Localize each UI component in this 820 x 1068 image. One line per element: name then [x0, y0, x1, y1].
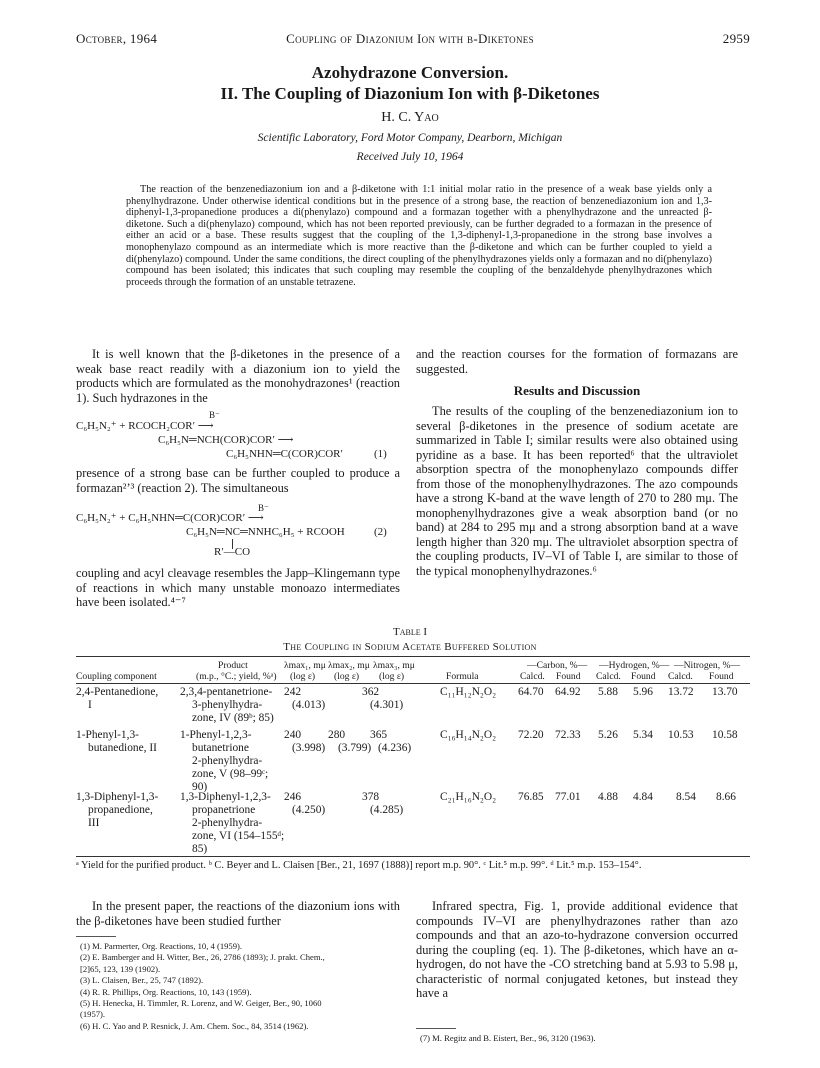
reference-item: (1) M. Parmerter, Org. Reactions, 10, 4 (1959).: [80, 941, 243, 951]
cell-n-calcd: 8.54: [676, 791, 696, 803]
intro-paragraph: It is well known that the β-diketones in the presence of a weak base react readily with a diazonium ion to yield the products which are formulated as the monohydrazones¹ (reaction 1). Such hydrazones in the: [76, 347, 400, 405]
cell-h-calcd: 5.26: [598, 729, 618, 741]
cell-component: III: [88, 817, 100, 829]
left-para-2: [76, 466, 400, 495]
table-row: [76, 686, 158, 712]
cell-loge3: (4.236): [378, 742, 412, 754]
cell-lambda1: 246: [284, 791, 302, 803]
table-row: [370, 729, 411, 755]
cell-c-calcd: 76.85: [518, 791, 544, 803]
cell-loge1: (3.998): [292, 742, 326, 754]
cell-product: 90): [192, 781, 208, 793]
eq2-base: B⁻: [258, 503, 269, 513]
th-product-sub: (m.p., °C.; yield, %ᵃ): [196, 671, 277, 682]
cell-product: 2-phenylhydra-: [192, 755, 263, 767]
cell-h-found: 4.84: [633, 791, 653, 803]
author: H. C. Yao: [381, 110, 439, 125]
reference-item: (6) H. C. Yao and P. Resnick, J. Am. Chem. Soc., 84, 3514 (1962).: [80, 1020, 309, 1031]
cell-n-calcd: 10.53: [668, 729, 694, 741]
eq2-line2: C₆H₅N═NC═NNHC₆H₅ + RCOOH: [186, 526, 345, 538]
th-carbon-group: —Carbon, %—: [527, 660, 588, 671]
th-nitrogen-group: —Nitrogen, %—: [674, 660, 741, 671]
infrared-paragraph: Infrared spectra, Fig. 1, provide additional evidence that compounds IV–VI are phenylhydrazones rather than azo compounds and that an azo-to-hydrazone conversion occurred during the coupling (eq. 1). The β-diketones, which have an α-hydrogen, do not have the -CO stretching band at 5.93 to 5.98 μ, characteristic of normal conjugated ketones, but instead they have a: [416, 899, 738, 1000]
cell-component: butanedione, II: [88, 742, 157, 754]
cell-product: zone, VI (154–155ᵈ;: [192, 830, 285, 842]
th-lambda3-sub: (log ε): [379, 671, 405, 682]
table-row: [76, 729, 157, 755]
japp-klingemann-paragraph: coupling and acyl cleavage resembles the Japp–Klingemann type of reactions in which many unstable monoazo intermediates have been isolated.⁴⁻⁷: [76, 566, 400, 609]
cell-c-found: 77.01: [555, 791, 581, 803]
cell-h-calcd: 5.88: [598, 686, 618, 698]
right-para-2: [416, 404, 738, 578]
th-lambda2: λmax₂, mμ: [328, 660, 370, 671]
cell-lambda3: 378: [362, 791, 380, 803]
cell-c-found: 64.92: [555, 686, 581, 698]
cell-component: I: [88, 699, 92, 711]
cell-h-found: 5.34: [633, 729, 653, 741]
reference-item: (7) M. Regitz and B. Eistert, Ber., 96, 3120 (1963).: [420, 1033, 596, 1043]
eq2-line1: C₆H₅N₂⁺ + C₆H₅NHN═C(COR)COR′ ⟶: [76, 512, 264, 524]
eq1-line1: C₆H₅N₂⁺ + RCOCH₂COR′ ⟶: [76, 420, 214, 432]
cell-lambda1: 240: [284, 729, 302, 741]
cell-component: propanedione,: [88, 804, 153, 816]
strong-base-paragraph: presence of a strong base can be further coupled to produce a formazan²ʼ³ (reaction 2). The simultaneous: [76, 466, 400, 495]
cell-loge1: (4.013): [292, 699, 326, 711]
th-lambda3: λmax₃, mμ: [373, 660, 415, 671]
footnote-rule: [76, 936, 116, 937]
th-found-c: Found: [556, 671, 581, 682]
results-paragraph: The results of the coupling of the benzenediazonium ion to several β-diketones in the presence of sodium acetate are summarized in Table I; similar results were also obtained using pyridine as a base. It has been reported⁶ that the ultraviolet absorption spectra of the monophenylazo compounds differ from those of the monophenylhydrazones. The azo compounds have a strong K-band at the wave length of 270 to 280 mμ. The monophenylhydrazones give a weak absorption band (or no band) at 284 to 295 mμ and a strong absorption band at a wave length higher than 320 mμ. The ultraviolet absorption spectra of the coupling products, IV–VI of Table I, are similar to those of the typical monophenylhydrazones.⁶: [416, 404, 738, 578]
cell-product: 1-Phenyl-1,2,3-: [180, 729, 252, 741]
cell-loge2: (3.799): [338, 742, 372, 754]
cell-loge3: (4.301): [370, 699, 404, 711]
running-header-title: Coupling of Diazonium Ion with β-Diketones: [286, 31, 534, 46]
table-row: [362, 686, 403, 712]
reference-item: [2]65, 123, 139 (1902).: [80, 963, 161, 974]
cell-lambda3: 365: [370, 729, 388, 741]
paper-title-line1: Azohydrazone Conversion.: [311, 63, 509, 82]
cell-component: 1-Phenyl-1,3-: [76, 729, 139, 741]
th-found-n: Found: [709, 671, 734, 682]
continued-paragraph: and the reaction courses for the formation of formazans are suggested.: [416, 347, 738, 376]
eq1-line3: C₆H₅NHN═C(COR)COR′: [226, 448, 343, 460]
eq1-line2: C₆H₅N═NCH(COR)COR′ ⟶: [158, 434, 294, 446]
th-calcd-h: Calcd.: [596, 671, 621, 682]
references-left: [80, 941, 404, 1032]
left-para-1: [76, 347, 400, 405]
section-heading: Results and Discussion: [513, 383, 641, 398]
th-lambda1: λmax₁, mμ: [284, 660, 326, 671]
affiliation: Scientific Laboratory, Ford Motor Company, Dearborn, Michigan: [257, 132, 563, 144]
cell-product: zone, V (98–99ᶜ;: [192, 768, 269, 780]
reference-item: (5) H. Henecka, H. Timmler, R. Lorenz, and W. Geiger, Ber., 90, 1060: [80, 998, 322, 1009]
cell-lambda1: 242: [284, 686, 302, 698]
cell-product: propanetrione: [192, 804, 256, 816]
cell-product: 85): [192, 843, 208, 855]
cell-component: 1,3-Diphenyl-1,3-: [76, 791, 159, 803]
right-para-1: [416, 347, 738, 376]
references-right: [420, 1033, 740, 1044]
eq2-number: (2): [374, 526, 387, 538]
reference-item: (4) R. R. Phillips, Org. Reactions, 10, 143 (1959).: [80, 986, 252, 997]
cell-loge1: (4.250): [292, 804, 326, 816]
reference-item: (3) L. Claisen, Ber., 25, 747 (1892).: [80, 975, 204, 986]
cell-formula: C₁₆H₁₄N₂O₂: [440, 729, 497, 741]
paper-title-line2: II. The Coupling of Diazonium Ion with β-Diketones: [220, 84, 600, 103]
table-bottom-rule: [76, 856, 750, 857]
th-calcd-n: Calcd.: [668, 671, 693, 682]
cell-n-found: 10.58: [712, 729, 738, 741]
cell-loge3: (4.285): [370, 804, 404, 816]
cell-c-calcd: 64.70: [518, 686, 544, 698]
th-formula: Formula: [446, 671, 479, 682]
table-header-rule: [76, 683, 750, 684]
eq1-base: B⁻: [209, 410, 220, 420]
cell-lambda3: 362: [362, 686, 380, 698]
table-row: [320, 729, 371, 755]
th-hydrogen-group: —Hydrogen, %—: [599, 660, 670, 671]
left-para-4: [76, 899, 400, 928]
table-row: [284, 686, 325, 712]
cell-component: 2,4-Pentanedione,: [76, 686, 159, 698]
cell-product: butanetrione: [192, 742, 249, 754]
cell-c-calcd: 72.20: [518, 729, 544, 741]
table-row: [76, 791, 158, 830]
page-number: 2959: [722, 31, 750, 46]
table-row: [362, 791, 403, 817]
table-footnote: ᵃ Yield for the purified product. ᵇ C. Beyer and L. Claisen [Ber., 21, 1697 (1888)] report m.p. 90°. ᶜ Lit.⁵ m.p. 99°. ᵈ Lit.⁵ m.p. 153–154°.: [76, 860, 642, 871]
present-paper-paragraph: In the present paper, the reactions of the diazonium ions with the β-diketones have been studied further: [76, 899, 400, 928]
th-lambda2-sub: (log ε): [334, 671, 360, 682]
running-header-date: October, 1964: [76, 31, 158, 46]
footnote-rule-right: [416, 1028, 456, 1029]
eq2-line3: R′—CO: [214, 546, 251, 558]
cell-product: 2-phenylhydra-: [192, 817, 263, 829]
reference-item: (1957).: [80, 1009, 106, 1020]
cell-product: 2,3,4-pentanetrione-: [180, 686, 273, 698]
table-top-rule: [76, 656, 750, 657]
cell-n-found: 13.70: [712, 686, 738, 698]
cell-formula: C₂₁H₁₆N₂O₂: [440, 791, 497, 803]
cell-product: 3-phenylhydra-: [192, 699, 263, 711]
table-row: [284, 791, 325, 817]
cell-lambda2: 280: [328, 729, 346, 741]
cell-formula: C₁₁H₁₂N₂O₂: [440, 686, 497, 698]
table-row: [180, 686, 274, 725]
table-row: [180, 729, 268, 794]
cell-product: 1,3-Diphenyl-1,2,3-: [180, 791, 271, 803]
th-product: Product: [218, 660, 248, 671]
cell-n-calcd: 13.72: [668, 686, 694, 698]
abstract: The reaction of the benzenediazonium ion and a β-diketone with 1:1 initial molar ratio in the presence of a weak base yields only a phenylhydrazone. Under otherwise identical conditions but in the presence of a strong base, the reaction of benzenediazonium ion and 1,3-diphenyl-1,3-propanedione produces a di(phenylazo) compound and a formazan together with a phenylhydrazone and the unreacted β-diketone. Such a di(phenylazo) compound, which has not been reported previously, can be further degraded to a formazan in the presence of either an acid or a base. These results suggest that the coupling of the 1,3-diphenyl-1,3-propanedione in the strong base involves a monophenylazo compound as an intermediate which is more reactive than the β-diketone and which can be further coupled to yield a di(phenylazo) compound. Under the same conditions, the direct coupling of the phenylhydrazones yields only a formazan and no di(phenylazo) compound has been isolated; this indicates that such coupling may resemble the coupling of the benzaldehyde phenylhydrazones which proceeds through the formation of an unstable tetrazene.: [126, 184, 712, 288]
left-para-3: [76, 566, 400, 610]
eq1-number: (1): [374, 448, 387, 460]
cell-h-calcd: 4.88: [598, 791, 618, 803]
cell-product: zone, IV (89ᵇ; 85): [192, 712, 274, 724]
cell-n-found: 8.66: [716, 791, 736, 803]
table-label: Table I: [392, 626, 428, 638]
cell-c-found: 72.33: [555, 729, 581, 741]
received-date: Received July 10, 1964: [356, 151, 464, 163]
th-lambda1-sub: (log ε): [290, 671, 316, 682]
table-row: [180, 791, 284, 856]
th-found-h: Found: [631, 671, 656, 682]
cell-h-found: 5.96: [633, 686, 653, 698]
reference-item: (2) E. Bamberger and H. Witter, Ber., 26, 2786 (1893); J. prakt. Chem.,: [80, 952, 325, 963]
th-calcd-c: Calcd.: [520, 671, 545, 682]
th-component: Coupling component: [76, 671, 157, 682]
table-title: The Coupling in Sodium Acetate Buffered Solution: [283, 641, 537, 653]
right-para-3: [416, 899, 738, 1001]
